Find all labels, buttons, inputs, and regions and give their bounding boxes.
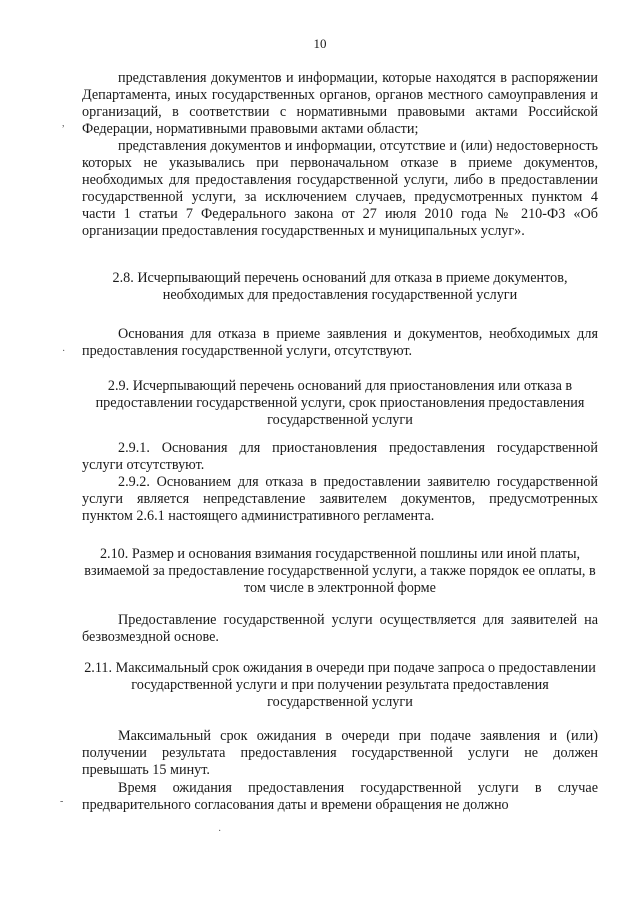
section-heading: 2.9. Исчерпывающий перечень оснований для приостановления или отказа в предоставлении государственной услуги, срок приостановления предоставления государственной услуги [95,378,585,428]
page-number: 10 [313,36,327,51]
scan-speck: · [62,346,66,357]
section-heading: 2.10. Размер и основания взимания государственной пошлины или иной платы, взимаемой за предоставление государственной услуги, а также порядок ее оплаты, в том числе в электронной форме [84,546,596,596]
heading-2-9 [82,378,598,429]
paragraph-documents-not-indicated [82,138,598,240]
paragraph-2-9-2 [82,474,598,525]
paragraph-text: Предоставление государственной услуги осуществляется для заявителей на безвозмездной основе. [82,612,598,645]
scan-speck: · [218,826,222,837]
paragraph-text: Время ожидания предоставления государственной услуги в случае предварительного согласования даты и времени обращения не должно [82,780,598,813]
paragraph-text: представления документов и информации, отсутствие и (или) недостоверность которых не указывались при первоначальном отказе в приеме документов, необходимых для предоставления государственной услуги, либо в предоставлении государственной услуги, за исключением случаев, предусмотренных пунктом 4 части 1 статьи 7 Федерального закона от 27 июля 2010 года № 210-ФЗ «Об организации предоставления государственных и муниципальных услуг». [82,138,598,239]
paragraph-documents-in-possession [82,70,598,138]
heading-2-11 [82,660,598,711]
paragraph-2-11-wait-time [82,728,598,779]
paragraph-2-8-content [82,326,598,360]
paragraph-text: Основания для отказа в приеме заявления и документов, необходимых для предоставления государственной услуги, отсутствуют. [82,326,598,359]
paragraph-2-11-prearranged [82,780,598,814]
heading-2-10 [82,546,598,597]
paragraph-text: представления документов и информации, которые находятся в распоряжении Департамента, иных государственных органов, органов местного самоуправления и организаций, в соответствии с нормативными правовыми актами Российской Федерации, нормативными правовыми актами области; [82,70,598,137]
paragraph-text: 2.9.2. Основанием для отказа в предоставлении заявителю государственной услуги является непредставление заявителем документов, предусмотренных пунктом 2.6.1 настоящего административного регламента. [82,474,598,524]
section-heading: 2.8. Исчерпывающий перечень оснований для отказа в приеме документов, необходимых для предоставления государственной услуги [112,270,568,303]
paragraph-2-9-1 [82,440,598,474]
paragraph-2-10-content [82,612,598,646]
section-heading: 2.11. Максимальный срок ожидания в очереди при подаче запроса о предоставлении государственной услуги и при получении результата предоставления государственной услуги [84,660,596,710]
scan-speck: , [62,118,65,129]
paragraph-text: 2.9.1. Основания для приостановления предоставления государственной услуги отсутствуют. [82,440,598,473]
scan-speck: - [60,796,64,807]
heading-2-8 [82,270,598,304]
paragraph-text: Максимальный срок ожидания в очереди при подаче заявления и (или) получении результата предоставления государственной услуги не должен превышать 15 минут. [82,728,598,778]
